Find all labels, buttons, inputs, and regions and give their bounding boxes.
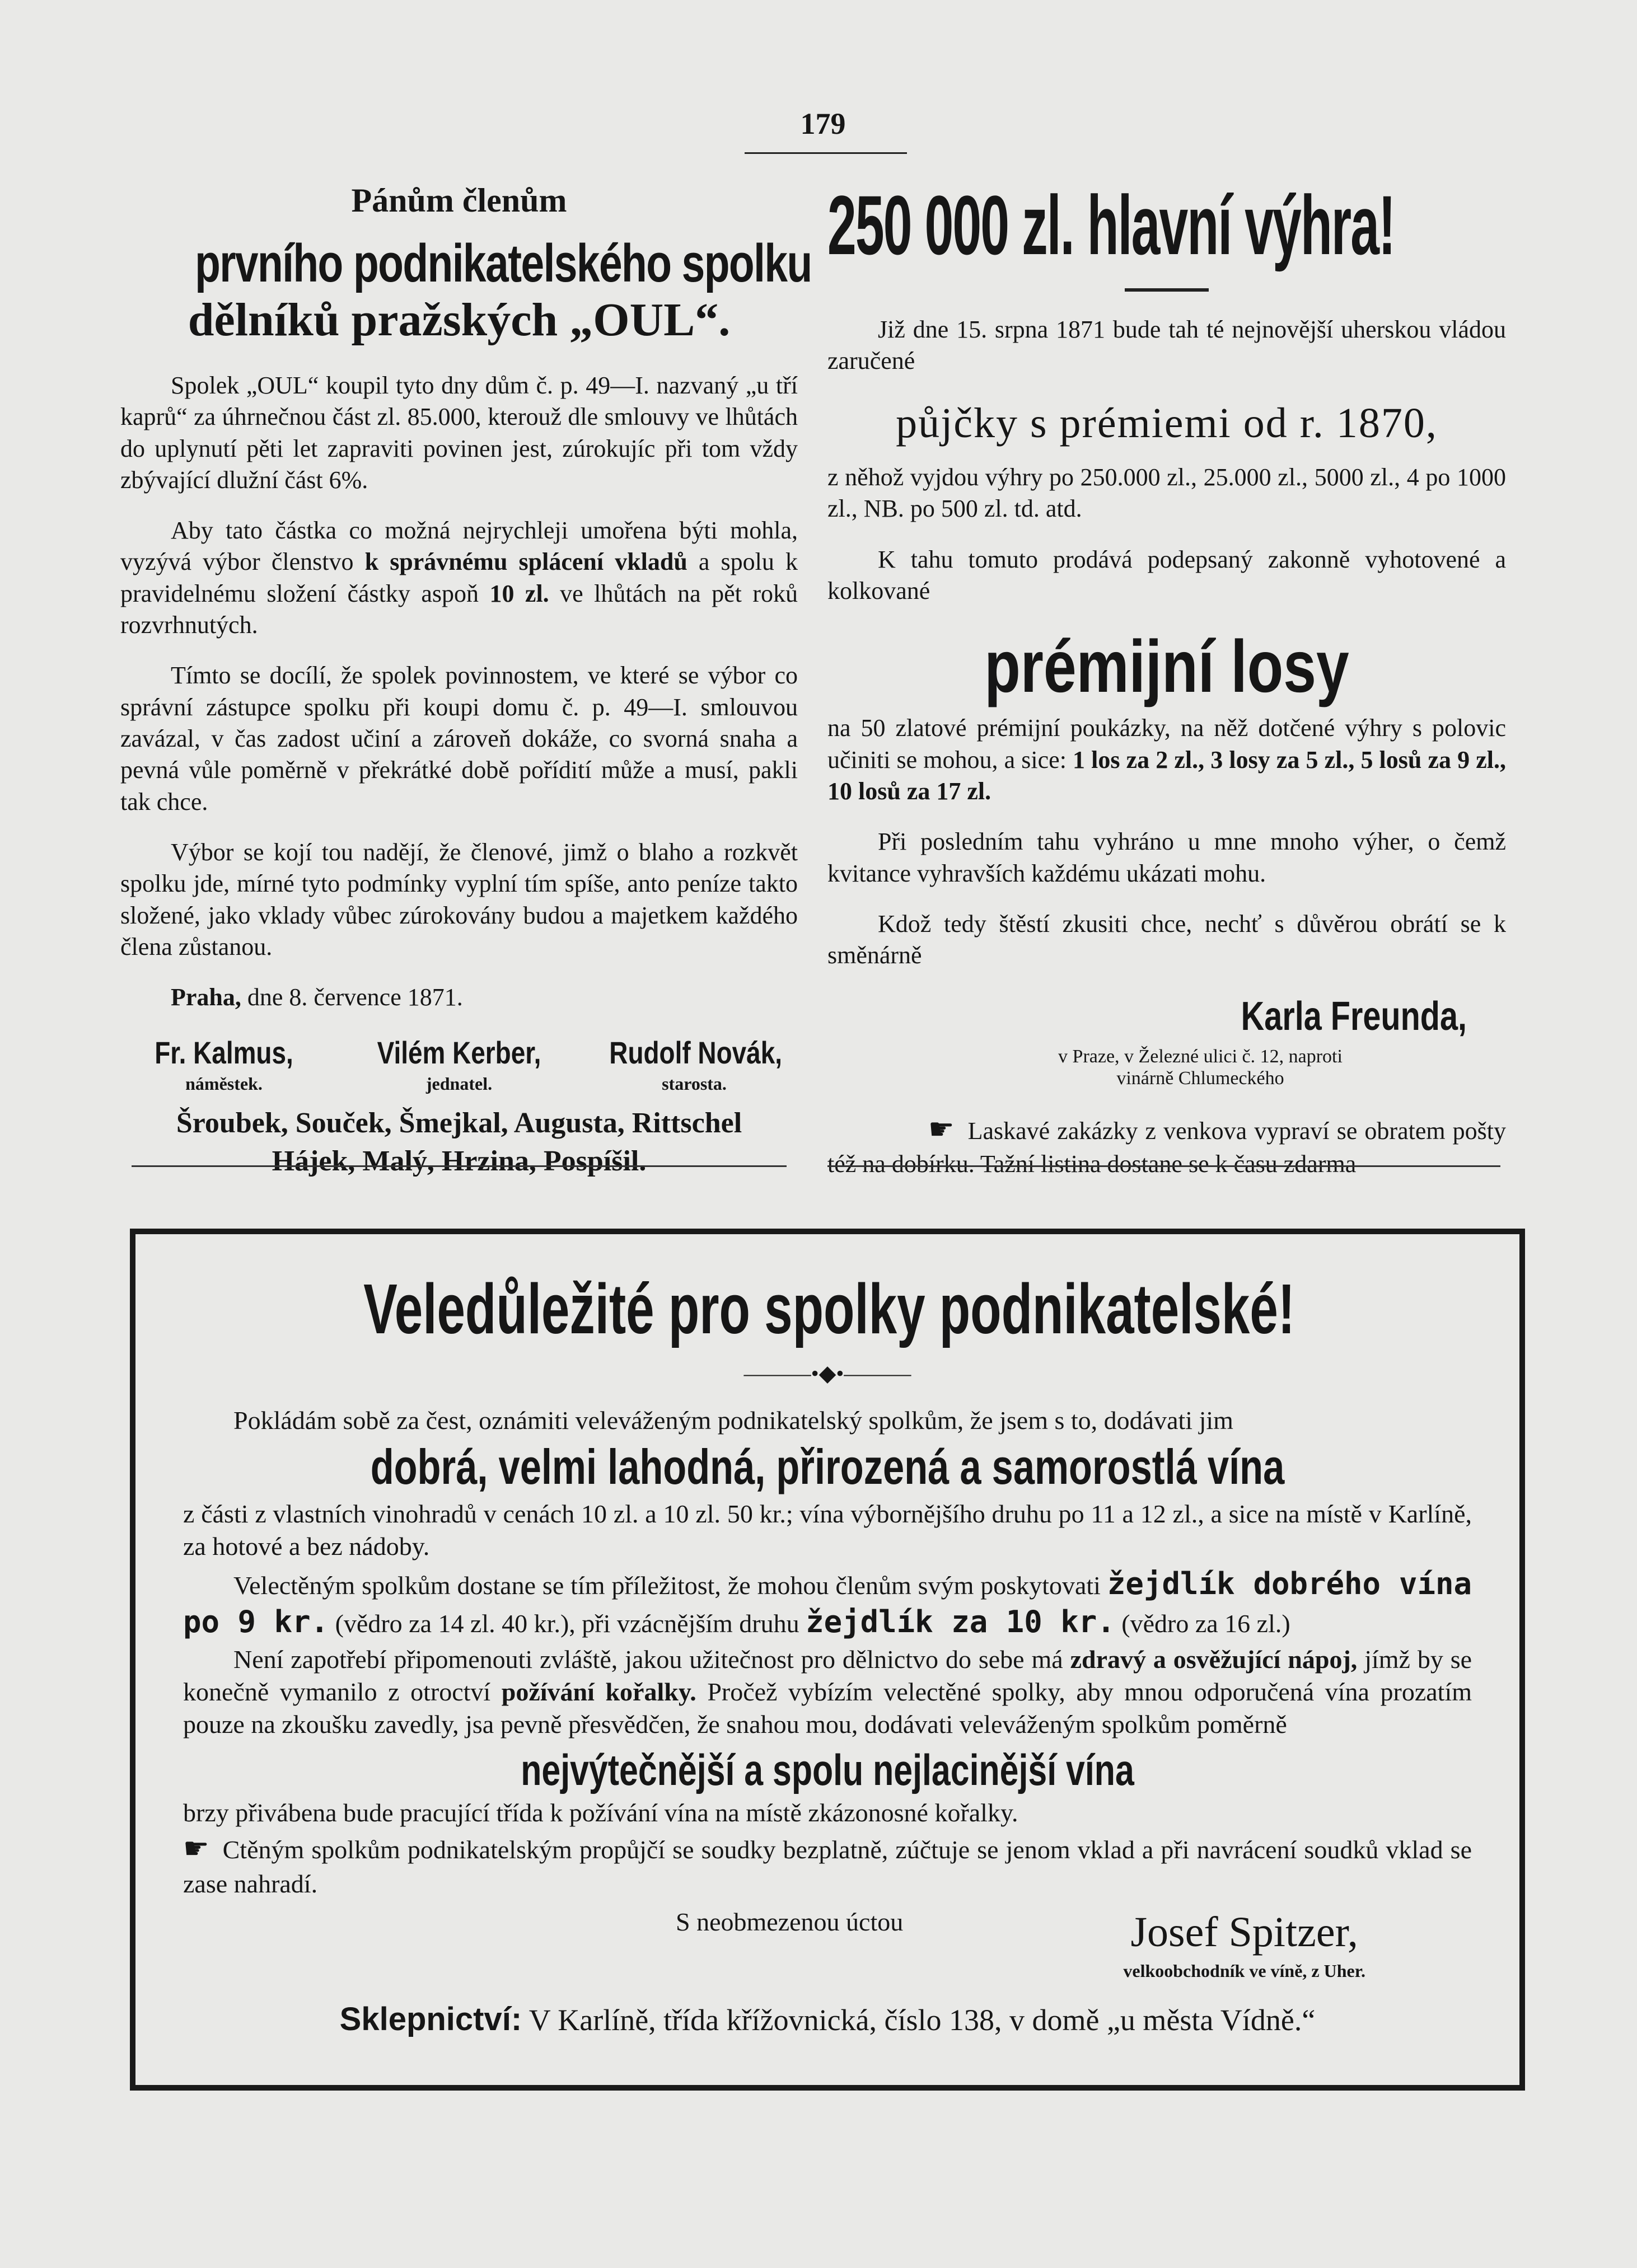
signer-name: Josef Spitzer, xyxy=(1130,1908,1358,1956)
right-para-5: Při posledním tahu vyhráno u mne mnoho výher, o čemž kvitance vyhravších každému ukázati mohu. xyxy=(827,828,1506,887)
ad-title: Veledůležité pro spolky podnikatelské! xyxy=(363,1269,1295,1348)
ad-offer: Velectěným spolkům dostane se tím příležitost, že mohou členům svým poskytovati žejdlík dobrého vína po 9 kr. (vědro za 14 zl. 40 kr.), při vzácnějším druhu žejdlík za 10 kr. (vědro za 16 zl.) xyxy=(183,1566,1472,1639)
left-title-line-1: Pánům členům xyxy=(351,182,567,219)
left-para-4: Výbor se kojí tou nadějí, že členové, jimž o blaho a rozkvět spolku jde, mírné tyto podmínky vyplní tím spíše, anto peníze takto složené, jako vklady vůbec zúrokovány budou a majetkem každého člena zůstanou. xyxy=(120,838,798,960)
signer-block xyxy=(1123,1906,1472,1982)
page-number: 179 xyxy=(800,107,846,140)
signatory: Vilém Kerber, jednatel. xyxy=(377,1034,541,1094)
separator-rule xyxy=(132,1165,787,1167)
right-para-3: K tahu tomuto prodává podepsaný zakonně vyhotovené a kolkované xyxy=(827,545,1506,605)
firm-address: v Praze, v Železné ulici č. 12, naproti vinárně Chlumeckého xyxy=(1058,1046,1343,1089)
right-para-1: Již dne 15. srpna 1871 bude tah té nejnovější uherskou vládou zaručené xyxy=(827,316,1506,375)
headline-rule xyxy=(1125,288,1209,292)
loan-heading: půjčky s prémiemi od r. 1870, xyxy=(896,399,1438,447)
closing-phrase: S neobmezenou úctou xyxy=(676,1907,904,1936)
right-para-6: Kdož tedy štěstí zkusiti chce, nechť s důvěrou obrátí se k směnárně xyxy=(827,910,1506,969)
left-para-1: Spolek „OUL“ koupil tyto dny dům č. p. 49—I. nazvaný „u tří kaprů“ za úhrnečnou část zl. 85.000, kterouž dle smlouvy ve lhůtách do uplynutí pěti let zapraviti povinen jest, zúrokujíc při tom vždy zbývající dlužní část 6%. xyxy=(120,371,798,494)
signatory: Fr. Kalmus, náměstek. xyxy=(155,1034,293,1094)
committee-members: Šroubek, Souček, Šmejkal, Augusta, Rittschel Hájek, Malý, Hrzina, Pospíšil. xyxy=(176,1107,742,1177)
left-dateline xyxy=(120,982,798,1013)
separator-rule xyxy=(827,1165,1500,1167)
wine-advertisement xyxy=(130,1229,1525,2091)
ornament-divider: ———•◆•——— xyxy=(743,1360,911,1386)
ad-signature xyxy=(183,1906,1472,1982)
left-title-line-3: dělníků pražských „OUL“. xyxy=(188,294,731,346)
losy-heading: prémijní losy xyxy=(984,625,1349,708)
right-para-2: z něhož vyjdou výhry po 250.000 zl., 25.000 zl., 5000 zl., 4 po 1000 zl., NB. po 500 zl. td. atd. xyxy=(827,463,1506,523)
ad-barrels: ☛ Ctěným spolkům podnikatelským propůjčí se soudky bezplatně, zúčtuje se jenom vklad a při navrácení soudků vklad se zase nahradí. xyxy=(183,1831,1472,1900)
signatories xyxy=(120,1033,798,1096)
place: Praha, xyxy=(171,983,241,1011)
cellar-address: Sklepnictví: V Karlíně, třída křížovnická, číslo 138, v domě „u města Vídně.“ xyxy=(339,2001,1316,2037)
signer-role: velkoobchodník ve víně, z Uher. xyxy=(1123,1960,1365,1981)
left-title-line-2: prvního podnikatelského spolku xyxy=(195,233,812,293)
pointing-hand-icon: ☛ xyxy=(183,1833,209,1866)
ad-benefits: Není zapotřebí připomenouti zvláště, jakou užitečnost pro dělnictvo do sebe má zdravý a osvěžující nápoj, jímž by se konečně vymanilo z otroctví požívání kořalky. Pročež vybízím velectěné spolky, aby mnou odporučená vína prozatím pouze na zkoušku zavedly, jsa pevně přesvědčen, že snahou mou, dodávati veleváženým spolkům poměrně xyxy=(183,1644,1472,1739)
firm-name: Karla Freunda, xyxy=(1241,994,1467,1039)
left-column xyxy=(120,179,812,1180)
ad-conclusion: brzy přivábena bude pracující třída k požívání vína na místě zkázonosné kořalky. xyxy=(183,1798,1018,1827)
pointing-hand-icon: ☛ xyxy=(928,1113,955,1146)
right-column xyxy=(827,179,1506,1199)
signatory: Rudolf Novák, starosta. xyxy=(609,1034,783,1094)
lottery-headline: 250 000 zl. hlavní výhra! xyxy=(827,178,1395,272)
right-para-7: ☛ Laskavé zakázky z venkova vypraví se obratem pošty též na dobírku. Tažní listina dostane se k času zdarma xyxy=(827,1112,1506,1180)
wine-heading: dobrá, velmi lahodná, přirozená a samorostlá vína xyxy=(370,1439,1285,1495)
ad-intro: Pokládám sobě za čest, oznámiti veleváženým podnikatelský spolkům, že jsem s to, dodávati jim xyxy=(233,1406,1233,1435)
left-para-2: Aby tato částka co možná nejrychleji umořena býti mohla, vyzývá výbor členstvo k správnému splácení vkladů a spolu k pravidelnému složení částky aspoň 10 zl. ve lhůtách na pět roků rozvrhnutých. xyxy=(120,517,798,639)
page-number-rule xyxy=(745,152,907,154)
right-para-4: na 50 zlatové prémijní poukázky, na něž dotčené výhry s polovic učiniti se mohou, a sice: 1 los za 2 zl., 3 losy za 5 zl., 5 losů za 9 zl., 10 losů za 17 zl. xyxy=(827,714,1506,805)
wine-subheading: nejvýtečnější a spolu nejlacinější vína xyxy=(521,1745,1134,1794)
ad-prices: z části z vlastních vinohradů v cenách 10 zl. a 10 zl. 50 kr.; vína výbornějšího druhu po 11 a 12 zl., a sice na místě v Karlíně, za hotové a bez nádoby. xyxy=(183,1499,1472,1561)
left-para-3: Tímto se docílí, že spolek povinnostem, ve které se výbor co správní zástupce spolku při koupi domu č. p. 49—I. smlouvou zavázal, v čas zadost učiní a zároveň dokáže, co svorná snaha a pevná vůle poměrně v překrátké době pořídití může a musí, pakli tak chce. xyxy=(120,662,798,816)
date: dne 8. července 1871. xyxy=(247,983,463,1011)
